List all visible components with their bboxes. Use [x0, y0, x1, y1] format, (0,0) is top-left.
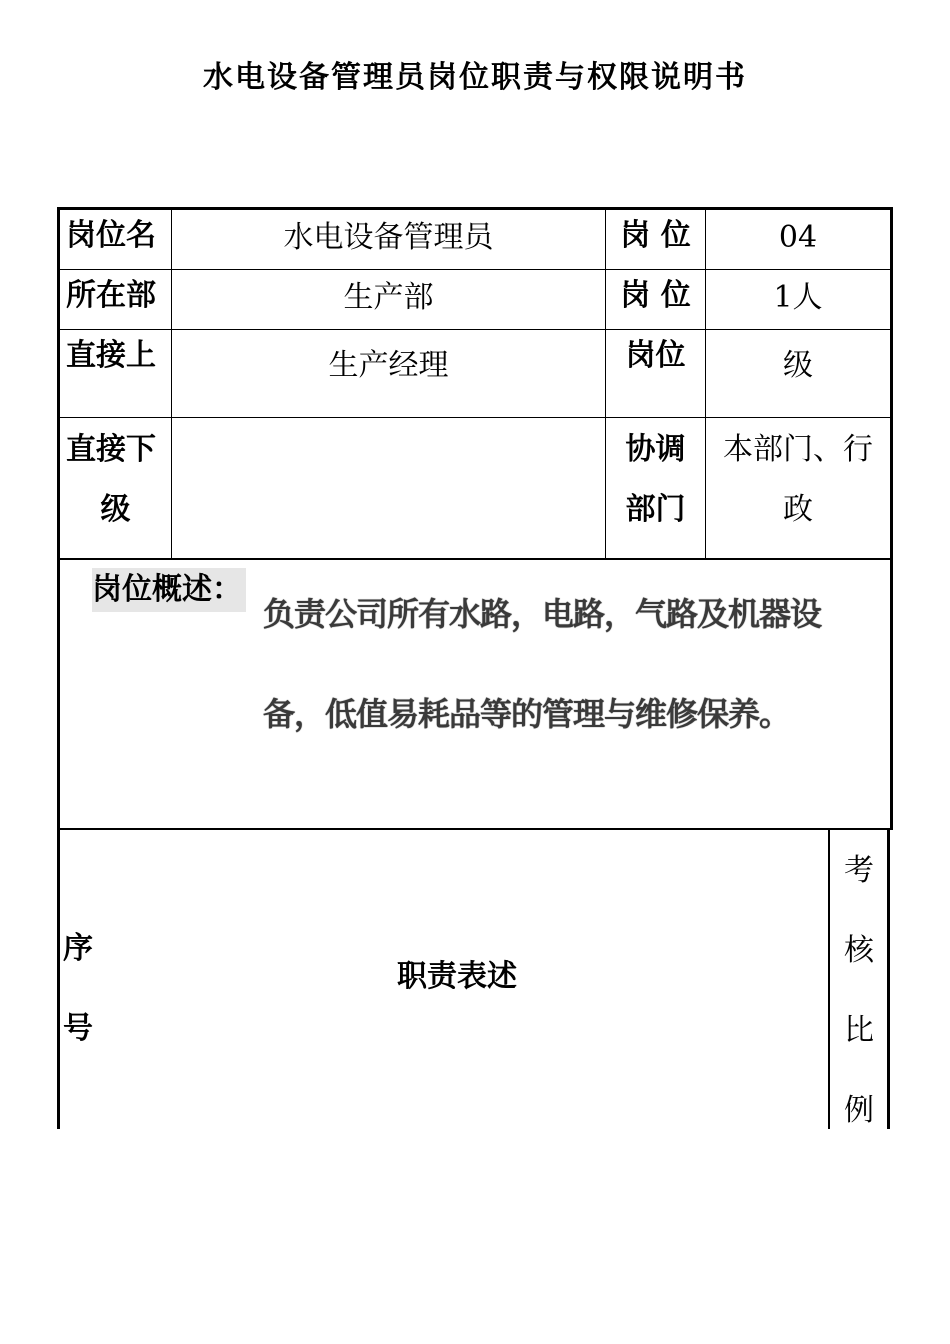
duties-header: [57, 829, 890, 1129]
subordinate-label-line2: 级: [100, 492, 131, 527]
ratio-char: 核: [844, 933, 874, 968]
coordination-value-cell: [706, 418, 892, 559]
position-level-value-cell: [706, 330, 892, 418]
assessment-ratio-header: [839, 831, 879, 1151]
duties-left-border: [57, 829, 60, 1129]
headcount-value: 1人: [773, 280, 823, 315]
position-level-label-cell: [606, 330, 706, 418]
summary-section: [60, 560, 890, 828]
position-name-value-cell: [172, 209, 606, 270]
table-row: [59, 559, 892, 829]
headcount-label: 岗 位: [620, 278, 691, 313]
department-value: 生产部: [343, 280, 434, 315]
headcount-label-cell: [606, 270, 706, 330]
ratio-char: 考: [844, 853, 874, 888]
position-code-label: 岗 位: [620, 218, 691, 253]
headcount-value-cell: [706, 270, 892, 330]
sequence-header-line1: 序: [63, 931, 93, 966]
position-code-value-cell: [706, 209, 892, 270]
summary-text: 负责公司所有水路，电路，气路及机器设备，低值易耗品等的管理与维修保养。: [263, 594, 822, 733]
position-code-value: 04: [778, 220, 818, 255]
sequence-header-line2: 号: [63, 1011, 93, 1046]
subordinate-label-line1: 直接下: [66, 432, 156, 467]
subordinate-value: [172, 418, 605, 426]
table-row: [59, 330, 892, 418]
position-level-value: 级: [783, 348, 813, 383]
position-name-label: 岗位名: [66, 218, 156, 253]
table-row: [59, 270, 892, 330]
coordination-value-line2: 政: [783, 492, 813, 527]
coordination-label-line1: 协调: [625, 432, 686, 467]
superior-label: 直接上: [66, 338, 156, 373]
summary-cell: [59, 559, 892, 829]
superior-value: 生产经理: [328, 348, 449, 383]
position-name-label-cell: [59, 209, 172, 270]
coordination-value-line1: 本部门、行: [723, 432, 873, 467]
table-row: [59, 209, 892, 270]
ratio-char: 比: [844, 1013, 874, 1048]
info-table: [57, 207, 893, 830]
department-label: 所在部: [66, 278, 156, 313]
position-level-label: 岗位: [625, 338, 686, 373]
coordination-label-line2: 部门: [625, 492, 686, 527]
document-title: 水电设备管理员岗位职责与权限说明书: [203, 60, 747, 95]
duties-column-divider: [828, 829, 830, 1129]
duty-description-header: 职责表述: [397, 959, 517, 994]
ratio-char: 例: [844, 1093, 874, 1128]
department-value-cell: [172, 270, 606, 330]
superior-label-cell: [59, 330, 172, 418]
subordinate-label-cell: [59, 418, 172, 559]
sequence-number-header: [63, 909, 103, 1069]
superior-value-cell: [172, 330, 606, 418]
position-name-value: 水电设备管理员: [283, 220, 494, 255]
duties-right-border: [887, 829, 890, 1129]
department-label-cell: [59, 270, 172, 330]
table-row: [59, 418, 892, 559]
position-code-label-cell: [606, 209, 706, 270]
summary-label: 岗位概述：: [92, 568, 246, 612]
coordination-label-cell: [606, 418, 706, 559]
subordinate-value-cell: [172, 418, 606, 559]
